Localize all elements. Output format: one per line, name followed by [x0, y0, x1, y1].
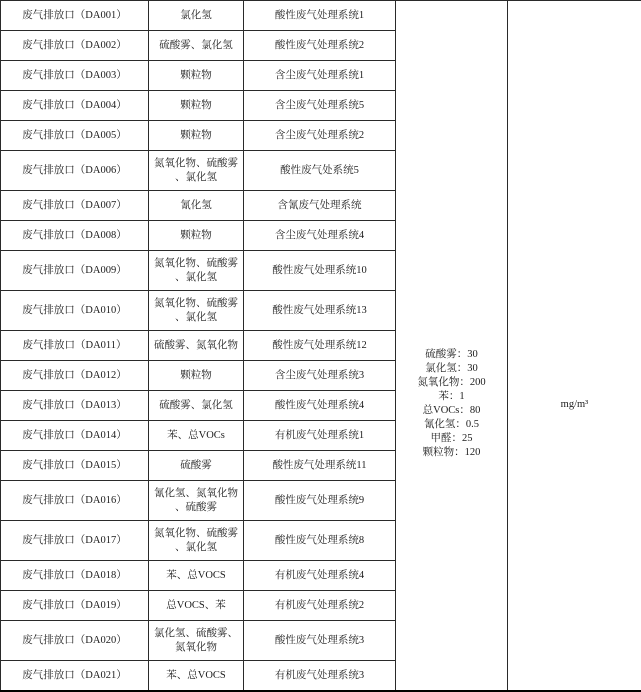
- emission-limits-block: [398, 348, 505, 460]
- treatment-system-cell: 含尘废气处理系统3: [244, 361, 396, 391]
- unit-cell: [508, 1, 641, 691]
- emission-limits-cell: [396, 1, 508, 691]
- unit-label: mg/m³: [510, 398, 639, 412]
- pollutants-cell: 氰化氢: [149, 191, 244, 221]
- outlet-cell: 废气排放口（DA018）: [1, 561, 149, 591]
- outlet-cell: 废气排放口（DA001）: [1, 1, 149, 31]
- pollutants-cell: 颗粒物: [149, 221, 244, 251]
- outlet-cell: 废气排放口（DA021）: [1, 661, 149, 691]
- outlet-cell: 废气排放口（DA006）: [1, 151, 149, 191]
- pollutants-cell: 苯、总VOCS: [149, 561, 244, 591]
- treatment-system-cell: 含氰废气处理系统: [244, 191, 396, 221]
- outlet-cell: 废气排放口（DA014）: [1, 421, 149, 451]
- treatment-system-cell: 有机废气处理系统2: [244, 591, 396, 621]
- emission-limit-line: 氯化氢：30: [398, 362, 505, 376]
- treatment-system-cell: 含尘废气处理系统4: [244, 221, 396, 251]
- treatment-system-cell: 酸性废气处理系统10: [244, 251, 396, 291]
- treatment-system-cell: 酸性废气处理系统11: [244, 451, 396, 481]
- treatment-system-cell: 酸性废气处理系统13: [244, 291, 396, 331]
- pollutants-cell: 氰化氢、氮氧化物、硫酸雾: [149, 481, 244, 521]
- treatment-system-cell: 酸性废气处理系统2: [244, 31, 396, 61]
- outlet-cell: 废气排放口（DA003）: [1, 61, 149, 91]
- pollutants-cell: 氮氧化物、硫酸雾、氯化氢: [149, 521, 244, 561]
- emission-limit-line: 甲醛：25: [398, 432, 505, 446]
- outlet-cell: 废气排放口（DA017）: [1, 521, 149, 561]
- pollutants-cell: 氯化氢: [149, 1, 244, 31]
- pollutants-cell: 硫酸雾、氯化氢: [149, 391, 244, 421]
- pollutants-cell: 硫酸雾、氯化氢: [149, 31, 244, 61]
- emission-limit-line: 总VOCs：80: [398, 404, 505, 418]
- outlet-cell: 废气排放口（DA008）: [1, 221, 149, 251]
- pollutants-cell: 硫酸雾、氮氧化物: [149, 331, 244, 361]
- treatment-system-cell: 酸性废气处理系统8: [244, 521, 396, 561]
- outlet-cell: 废气排放口（DA004）: [1, 91, 149, 121]
- pollutants-cell: 苯、总VOCS: [149, 661, 244, 691]
- outlet-cell: 废气排放口（DA007）: [1, 191, 149, 221]
- pollutants-cell: 硫酸雾: [149, 451, 244, 481]
- emission-limit-line: 氮氧化物：200: [398, 376, 505, 390]
- pollutants-cell: 氮氧化物、硫酸雾、氯化氢: [149, 251, 244, 291]
- outlet-cell: 废气排放口（DA011）: [1, 331, 149, 361]
- outlet-cell: 废气排放口（DA012）: [1, 361, 149, 391]
- outlet-cell: 废气排放口（DA016）: [1, 481, 149, 521]
- treatment-system-cell: 酸性废气处理系统4: [244, 391, 396, 421]
- outlet-cell: 废气排放口（DA019）: [1, 591, 149, 621]
- pollutants-cell: 氮氧化物、硫酸雾、氯化氢: [149, 291, 244, 331]
- treatment-system-cell: 酸性废气处理系统9: [244, 481, 396, 521]
- pollutants-cell: 氯化氢、硫酸雾、氮氧化物: [149, 621, 244, 661]
- treatment-system-cell: 有机废气处理系统3: [244, 661, 396, 691]
- pollutants-cell: 氮氧化物、硫酸雾、氯化氢: [149, 151, 244, 191]
- treatment-system-cell: 酸性废气处理系统3: [244, 621, 396, 661]
- pollutants-cell: 颗粒物: [149, 361, 244, 391]
- outlet-cell: 废气排放口（DA020）: [1, 621, 149, 661]
- outlet-cell: 废气排放口（DA015）: [1, 451, 149, 481]
- treatment-system-cell: 有机废气处理系统4: [244, 561, 396, 591]
- emission-limit-line: 氰化氢：0.5: [398, 418, 505, 432]
- treatment-system-cell: 含尘废气处理系统2: [244, 121, 396, 151]
- outlet-cell: 废气排放口（DA009）: [1, 251, 149, 291]
- table-row: [1, 1, 641, 31]
- emission-limit-line: 苯：1: [398, 390, 505, 404]
- treatment-system-cell: 含尘废气处理系统1: [244, 61, 396, 91]
- treatment-system-cell: 酸性废气处理系统1: [244, 1, 396, 31]
- outlet-cell: 废气排放口（DA005）: [1, 121, 149, 151]
- pollutants-cell: 总VOCS、苯: [149, 591, 244, 621]
- emission-limit-line: 硫酸雾：30: [398, 348, 505, 362]
- table-body: [1, 1, 641, 691]
- pollutants-cell: 颗粒物: [149, 91, 244, 121]
- emission-limit-line: 颗粒物：120: [398, 446, 505, 460]
- outlet-cell: 废气排放口（DA013）: [1, 391, 149, 421]
- treatment-system-cell: 有机废气处理系统1: [244, 421, 396, 451]
- treatment-system-cell: 酸性废气处系统5: [244, 151, 396, 191]
- outlet-cell: 废气排放口（DA010）: [1, 291, 149, 331]
- treatment-system-cell: 含尘废气处理系统5: [244, 91, 396, 121]
- pollutants-cell: 苯、总VOCs: [149, 421, 244, 451]
- outlet-cell: 废气排放口（DA002）: [1, 31, 149, 61]
- treatment-system-cell: 酸性废气处理系统12: [244, 331, 396, 361]
- pollutants-cell: 颗粒物: [149, 121, 244, 151]
- pollutants-cell: 颗粒物: [149, 61, 244, 91]
